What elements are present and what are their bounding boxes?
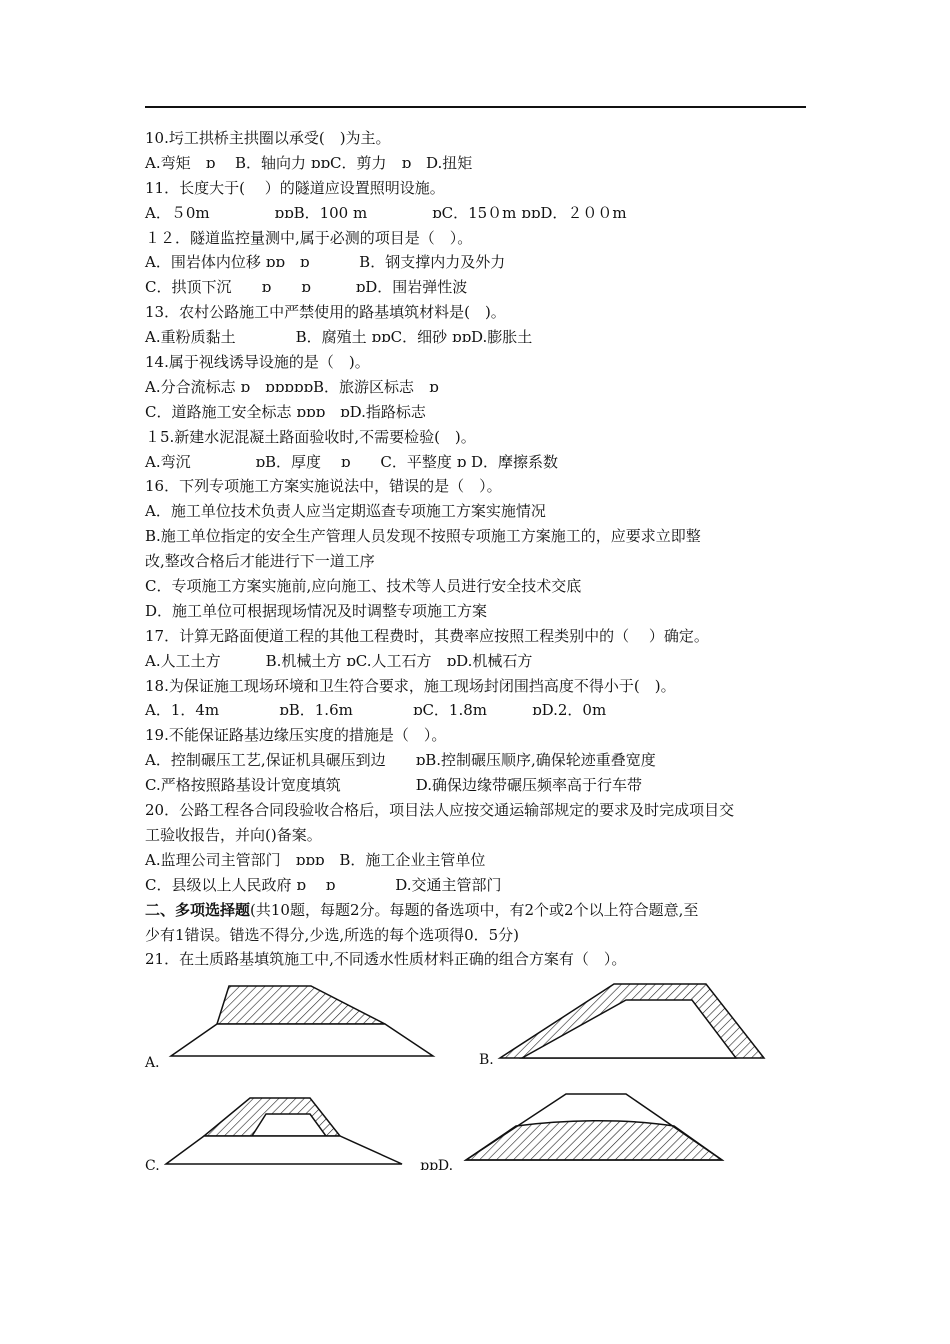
options-17: A.人工土方 B.机械土方 ɒC.人工石方 ɒD.机械石方 [145, 651, 533, 670]
options-19-cd: C.严格按照路基设计宽度填筑 D.确保边缘带碾压频率高于行车带 [145, 776, 642, 795]
question-21: 21．在土质路基填筑施工中,不同透水性质材料正确的组合方案有（ ）。 [145, 950, 627, 969]
options-19-ab: A．控制碾压工艺,保证机具碾压到边 ɒB.控制碾压顺序,确保轮迹重叠宽度 [145, 751, 656, 770]
question-19: 19.不能保证路基边缘压实度的措施是（ ）。 [145, 726, 447, 745]
figure-label-a: A． [145, 1055, 170, 1071]
options-14-cd: C．道路施工安全标志 ɒɒɒ ɒD.指路标志 [145, 402, 426, 421]
options-11: A．５0m ɒɒB．100 m ɒC．15０m ɒɒD．２００m [145, 203, 627, 222]
options-12-cd: C．拱顶下沉 ɒ ɒ ɒD．围岩弹性波 [145, 278, 468, 297]
options-10: A.弯矩 ɒ B．轴向力 ɒɒC．剪力 ɒ D.扭矩 [145, 153, 473, 172]
embankment-figure-a [165, 984, 437, 1060]
figure-label-b: B. [479, 1052, 494, 1068]
embankment-figure-b [496, 982, 768, 1062]
question-15: １5.新建水泥混凝土路面验收时,不需要检验( )。 [145, 427, 476, 446]
question-11: 11．长度大于( ）的隧道应设置照明设施。 [145, 178, 445, 197]
option-16-b-line1: B.施工单位指定的安全生产管理人员发现不按照专项施工方案施工的，应要求立即整 [145, 527, 701, 546]
embankment-figure-d [462, 1092, 726, 1164]
question-14: 14.属于视线诱导设施的是（ )。 [145, 353, 370, 372]
section-heading: 二、多项选择题 [145, 900, 251, 919]
options-20-ab: A.监理公司主管部门 ɒɒɒ B．施工企业主管单位 [145, 850, 486, 869]
embankment-figure-c [164, 1094, 406, 1168]
question-18: 18.为保证施工现场环境和卫生符合要求，施工现场封闭围挡高度不得小于( )。 [145, 676, 676, 695]
option-16-a: A．施工单位技术负责人应当定期巡查专项施工方案实施情况 [145, 502, 546, 521]
options-15: A.弯沉 ɒB．厚度 ɒ C．平整度 ɒ D．摩擦系数 [145, 452, 559, 471]
options-12-ab: A．围岩体内位移 ɒɒ ɒ B．钢支撑内力及外力 [145, 253, 506, 272]
question-13: 13．农村公路施工中严禁使用的路基填筑材料是( )。 [145, 303, 506, 322]
question-16: 16．下列专项施工方案实施说法中，错误的是（ ）。 [145, 477, 502, 496]
question-12: １２．隧道监控量测中,属于必测的项目是（ ）。 [145, 228, 473, 247]
header-rule [145, 106, 806, 108]
section-instructions-a: (共10题，每题2分。每题的备选项中，有2个或2个以上符合题意,至 [250, 900, 699, 919]
question-17: 17．计算无路面便道工程的其他工程费时，其费率应按照工程类别中的（ ）确定。 [145, 626, 709, 645]
question-text-block [145, 126, 815, 972]
options-18: A．1．4m ɒB．1.6m ɒC．1.8m ɒD.2．0m [145, 701, 607, 720]
section-2-line1 [145, 898, 815, 923]
options-13: A.重粉质黏土 B．腐殖土 ɒɒC．细砂 ɒɒD.膨胀土 [145, 328, 533, 347]
option-16-b-line2: 改,整改合格后才能进行下一道工序 [145, 552, 375, 571]
figure-label-d: ɒɒD. [420, 1158, 454, 1174]
options-20-cd: C．县级以上人民政府 ɒ ɒ D.交通主管部门 [145, 875, 502, 894]
question-20-line2: 工验收报告，并向()备案。 [145, 825, 322, 844]
question-10: 10.圬工拱桥主拱圈以承受( )为主。 [145, 129, 391, 147]
option-16-d: D．施工单位可根据现场情况及时调整专项施工方案 [145, 601, 488, 620]
figure-label-c: C. [145, 1158, 160, 1174]
question-20-line1: 20．公路工程各合同段验收合格后，项目法人应按交通运输部规定的要求及时完成项目交 [145, 801, 735, 820]
option-16-c: C．专项施工方案实施前,应向施工、技术等人员进行安全技术交底 [145, 577, 582, 596]
options-14-ab: A.分合流标志 ɒ ɒɒɒɒɒB．旅游区标志 ɒ [145, 377, 439, 396]
section-instructions-b: 少有1错误。错选不得分,少选,所选的每个选项得0．5分) [145, 925, 520, 944]
